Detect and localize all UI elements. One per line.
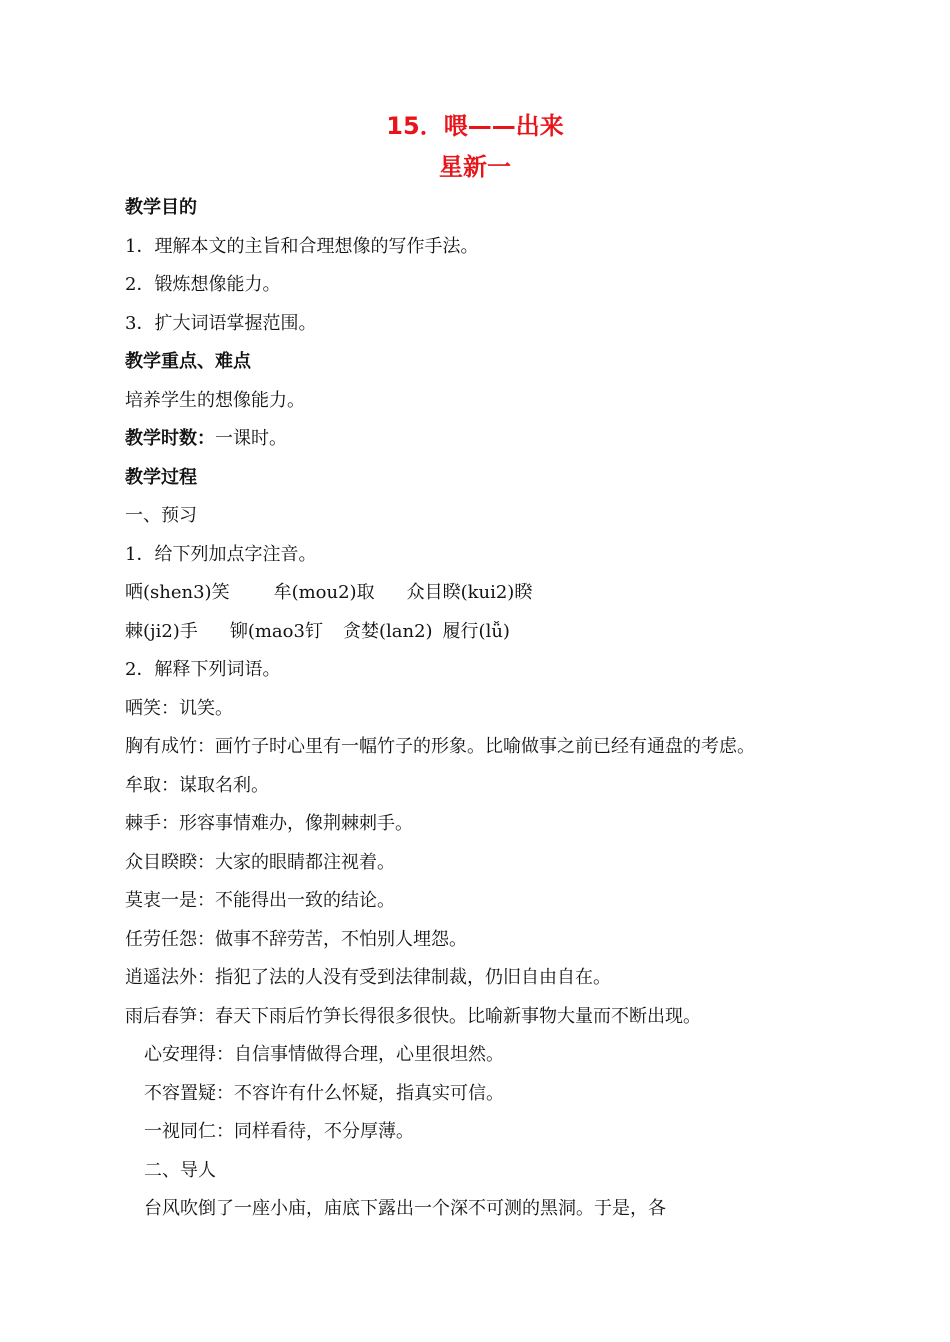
vocab-definition: 逍遥法外：指犯了法的人没有受到法律制裁，仍旧自由自在。 xyxy=(125,967,611,988)
class-hours-line xyxy=(125,424,845,463)
paragraph: 台风吹倒了一座小庙，庙底下露出一个深不可测的黑洞。于是，各 xyxy=(144,1198,666,1219)
vocab-definition: 任劳任怨：做事不辞劳苦，不怕别人埋怨。 xyxy=(125,928,467,950)
document-author: 星新一 xyxy=(439,153,511,181)
paragraph: 培养学生的想像能力。 xyxy=(125,389,305,411)
pinyin-item: 棘(ji2)手 xyxy=(125,620,198,642)
vocab-definition: 棘手：形容事情难办，像荆棘刺手。 xyxy=(125,813,413,834)
vocab-definition: 一视同仁：同样看待，不分厚薄。 xyxy=(144,1121,414,1142)
section-heading-key-points: 教学重点、难点 xyxy=(125,351,251,372)
section-heading-teaching-goals: 教学目的 xyxy=(125,197,197,218)
vocab-definition: 众目睽睽：大家的眼睛都注视着。 xyxy=(125,851,395,873)
goal-item: 3．扩大词语掌握范围。 xyxy=(125,312,317,334)
subsection-heading: 一、预习 xyxy=(125,505,197,526)
class-hours-value: 一课时。 xyxy=(215,428,287,449)
vocab-definition: 哂笑：讥笑。 xyxy=(125,697,233,719)
vocab-definition: 不容置疑：不容许有什么怀疑，指真实可信。 xyxy=(144,1082,504,1104)
pinyin-item: 哂(shen3)笑 xyxy=(125,582,230,603)
document-title: 15．喂——出来 xyxy=(386,112,564,140)
pinyin-item: 铆(mao3钉 xyxy=(229,620,323,642)
vocab-definition: 牟取：谋取名利。 xyxy=(125,774,269,796)
pinyin-item: 贪婪(lan2) xyxy=(342,620,433,642)
exercise-instruction: 1．给下列加点字注音。 xyxy=(125,543,317,565)
vocab-definition: 莫衷一是：不能得出一致的结论。 xyxy=(125,890,395,911)
pinyin-row xyxy=(125,578,845,617)
vocab-definition: 胸有成竹：画竹子时心里有一幅竹子的形象。比喻做事之前已经有通盘的考虑。 xyxy=(125,736,755,757)
subsection-heading: 二、导人 xyxy=(144,1159,216,1181)
vocab-definition: 雨后春笋：春天下雨后竹笋长得很多很快。比喻新事物大量而不断出现。 xyxy=(125,1005,701,1027)
goal-item: 2．锻炼想像能力。 xyxy=(125,274,281,295)
class-hours-label: 教学时数： xyxy=(125,428,215,449)
document-body xyxy=(125,193,845,1233)
pinyin-item: 牟(mou2)取 xyxy=(273,582,375,603)
pinyin-item: 众目睽(kui2)睽 xyxy=(406,582,533,603)
vocab-definition: 心安理得：自信事情做得合理，心里很坦然。 xyxy=(144,1044,504,1065)
section-heading-process: 教学过程 xyxy=(125,466,197,488)
pinyin-row xyxy=(125,617,845,656)
goal-item: 1．理解本文的主旨和合理想像的写作手法。 xyxy=(125,235,479,257)
pinyin-item: 履行(lǚ) xyxy=(442,620,510,642)
exercise-instruction: 2．解释下列词语。 xyxy=(125,659,281,680)
